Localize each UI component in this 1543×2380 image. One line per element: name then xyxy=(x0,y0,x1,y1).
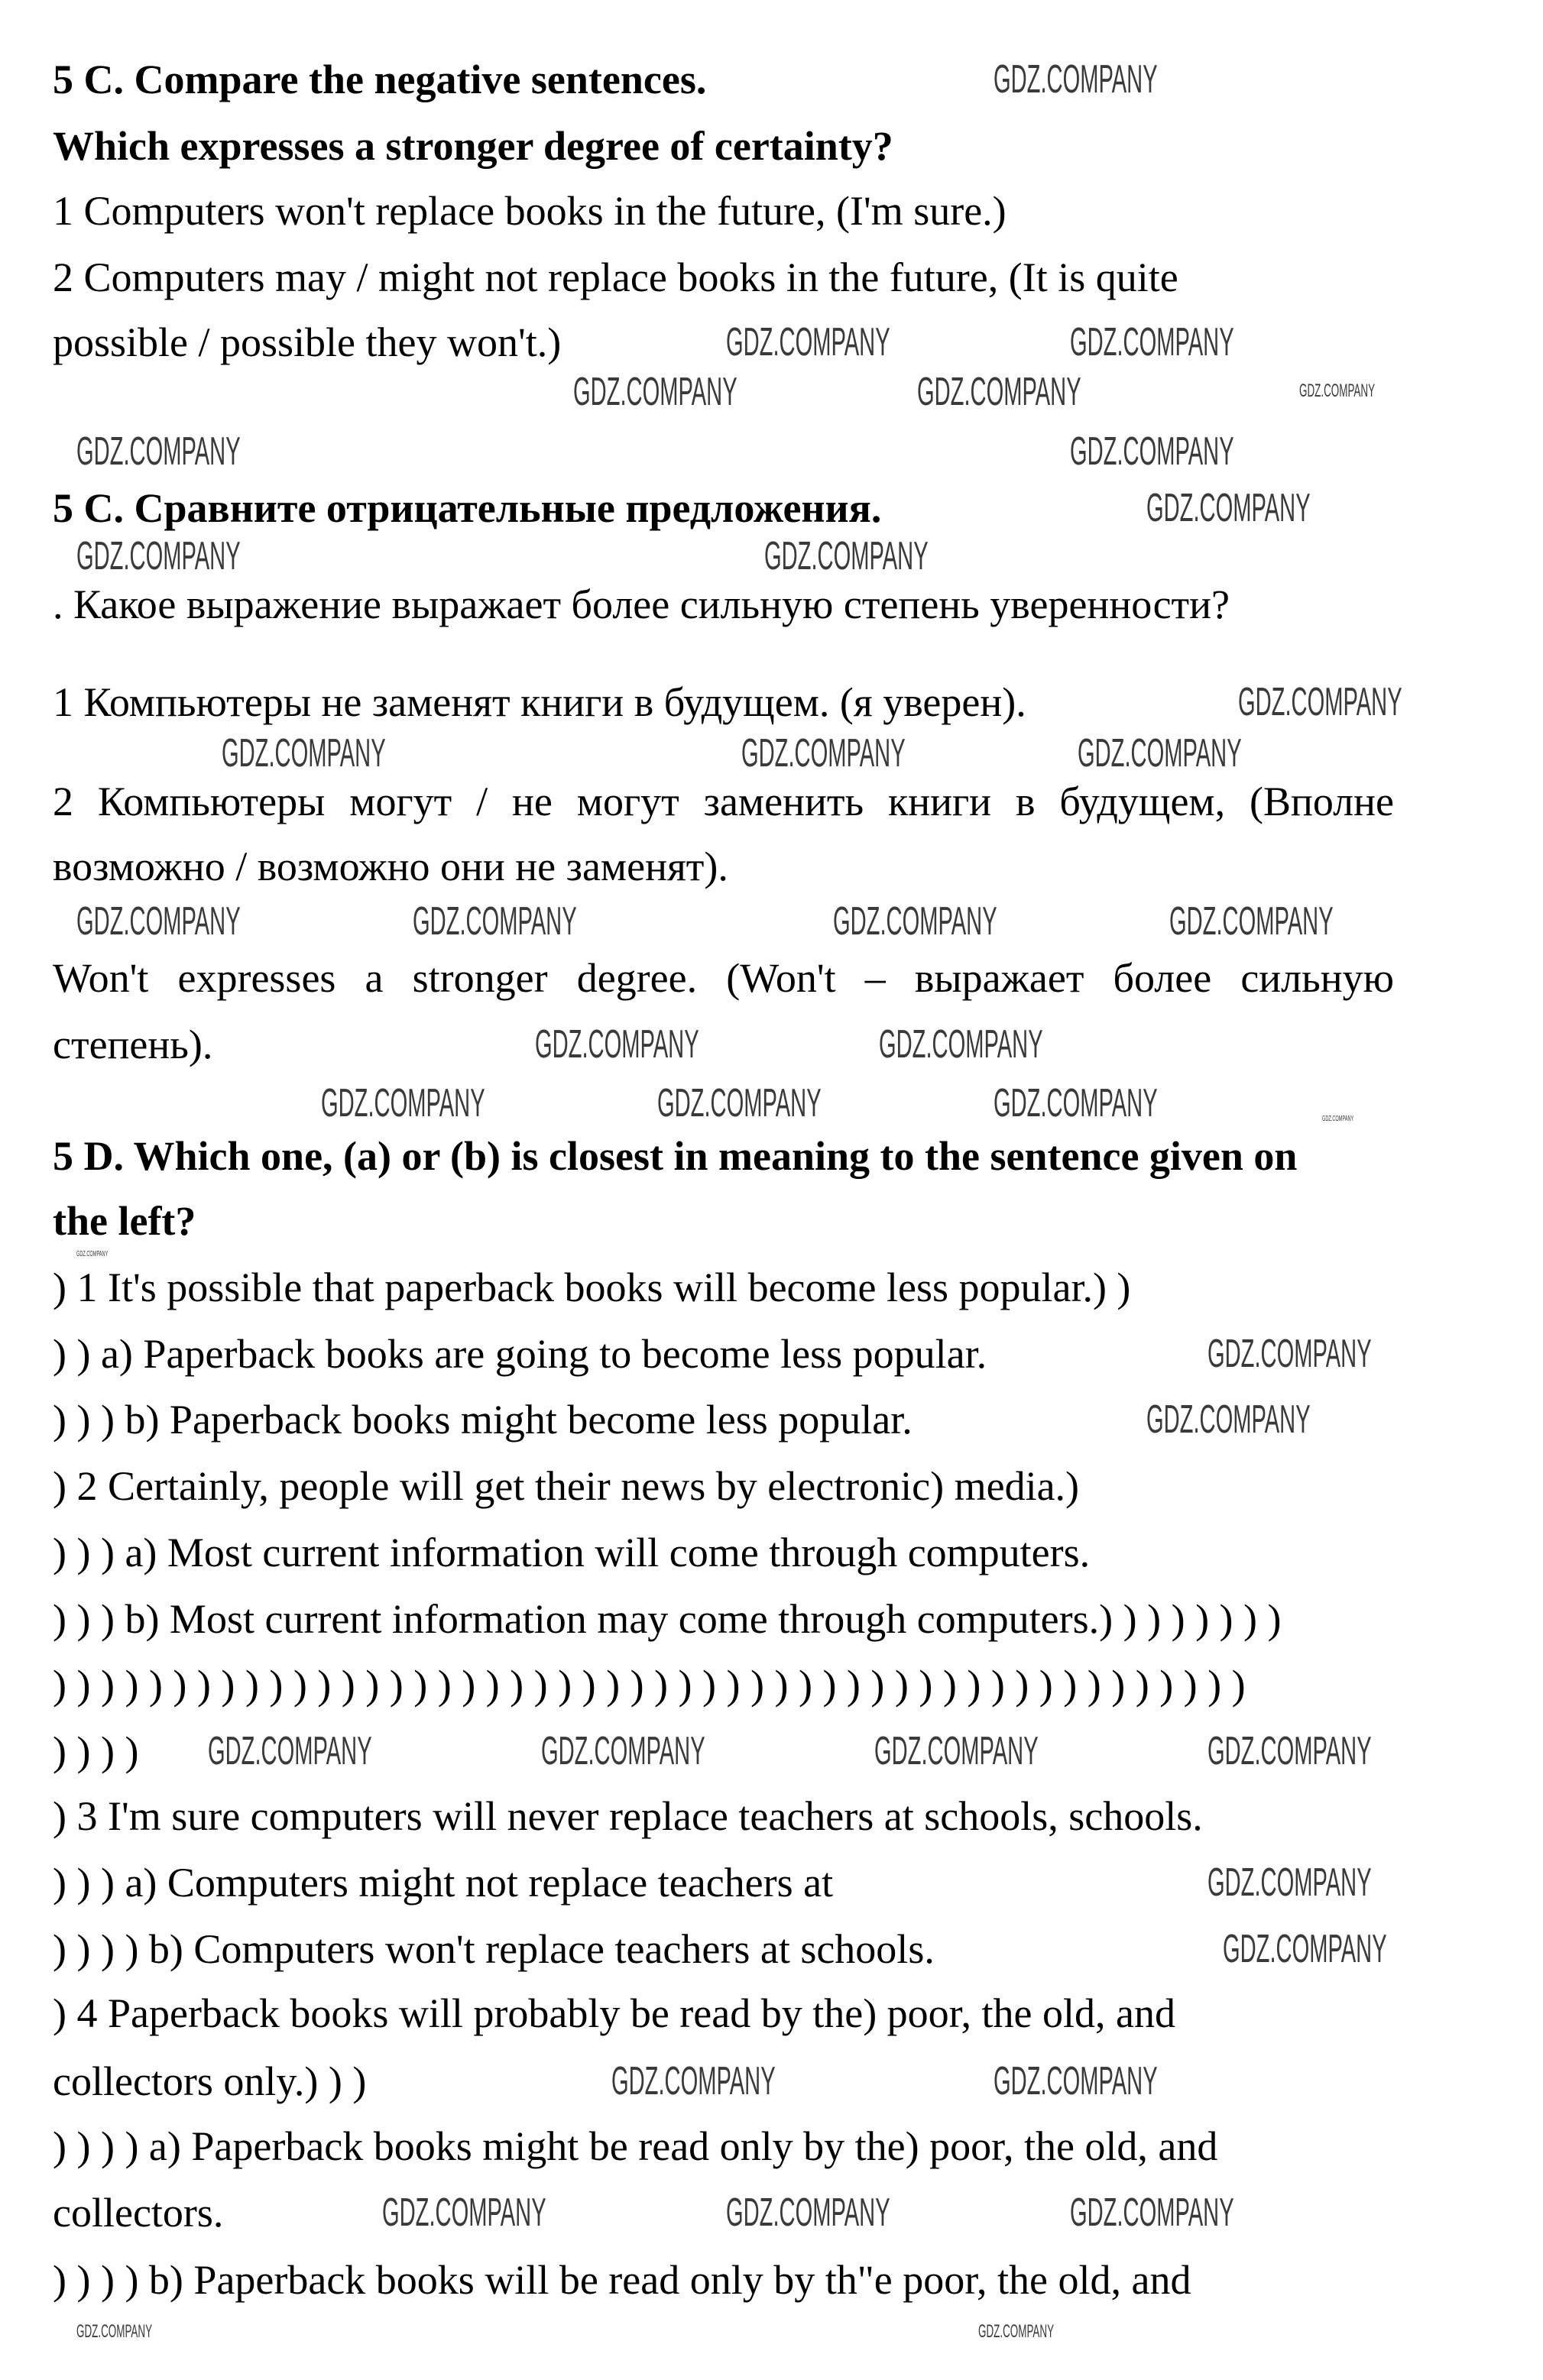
watermark: GDZ.COMPANY xyxy=(978,2321,1055,2342)
watermark: GDZ.COMPANY xyxy=(764,534,929,578)
text-line: 2 Computers may / might not replace books in the future, (It is quite xyxy=(53,254,1178,300)
watermark: GDZ.COMPANY xyxy=(1207,1860,1372,1905)
text-line: ) 2 Certainly, people will get their news by electronic) media.) xyxy=(53,1463,1080,1509)
watermark: GDZ.COMPANY xyxy=(879,1022,1043,1067)
watermark: GDZ.COMPANY xyxy=(1299,380,1376,401)
watermark: GDZ.COMPANY xyxy=(541,1729,705,1773)
watermark: GDZ.COMPANY xyxy=(874,1729,1039,1773)
text-line: collectors. xyxy=(53,2190,224,2236)
watermark: GDZ.COMPANY xyxy=(611,2059,776,2103)
watermark: GDZ.COMPANY xyxy=(1146,1397,1311,1442)
watermark: GDZ.COMPANY xyxy=(1070,320,1234,364)
watermark: GDZ.COMPANY xyxy=(76,534,241,578)
text-line: ) ) ) ) ) ) ) ) ) ) ) ) ) ) ) ) ) ) ) ) ) ) ) ) ) ) ) ) ) ) ) ) ) ) ) ) ) ) ) ) ) ) ) ) ) ) ) ) ) ) xyxy=(53,1662,1246,1708)
heading-5c-question: Which expresses a stronger degree of certainty? xyxy=(53,123,893,169)
watermark: GDZ.COMPANY xyxy=(726,320,890,364)
watermark: GDZ.COMPANY xyxy=(413,899,577,944)
watermark: GDZ.COMPANY xyxy=(76,429,241,474)
text-line: ) ) ) b) Most current information may come through computers.) ) ) ) ) ) ) ) xyxy=(53,1596,1282,1642)
watermark: GDZ.COMPANY xyxy=(76,1250,109,1258)
text-line: 1 Computers won't replace books in the future, (I'm sure.) xyxy=(53,188,1007,234)
answer-line: Won't expresses a stronger degree. (Won't – выражает более сильную xyxy=(53,955,1394,1001)
watermark: GDZ.COMPANY xyxy=(1207,1332,1372,1376)
text-line: ) ) ) a) Most current information will come through computers. xyxy=(53,1530,1091,1575)
watermark: GDZ.COMPANY xyxy=(222,731,386,776)
watermark: GDZ.COMPANY xyxy=(382,2191,546,2235)
text-line: ) 3 I'm sure computers will never replace teachers at schools, schools. xyxy=(53,1793,1203,1839)
answer-line: степень). xyxy=(53,1022,213,1067)
watermark: GDZ.COMPANY xyxy=(1070,429,1234,474)
watermark: GDZ.COMPANY xyxy=(76,899,241,944)
watermark: GDZ.COMPANY xyxy=(321,1081,485,1125)
text-line: ) ) ) b) Paperback books might become less popular. xyxy=(53,1397,913,1443)
text-line: ) 1 It's possible that paperback books will become less popular.) ) xyxy=(53,1264,1131,1310)
text-line: ) 4 Paperback books will probably be read by the) poor, the old, and xyxy=(53,1990,1175,2036)
watermark: GDZ.COMPANY xyxy=(994,2059,1158,2103)
watermark: GDZ.COMPANY xyxy=(1322,1115,1354,1123)
watermark: GDZ.COMPANY xyxy=(994,1081,1158,1125)
watermark: GDZ.COMPANY xyxy=(1223,1927,1387,1971)
text-line: ) ) ) ) a) Paperback books might be read only by the) poor, the old, and xyxy=(53,2123,1218,2169)
watermark: GDZ.COMPANY xyxy=(573,370,737,414)
watermark: GDZ.COMPANY xyxy=(726,2191,890,2235)
watermark: GDZ.COMPANY xyxy=(917,370,1081,414)
text-line: collectors only.) ) ) xyxy=(53,2058,367,2104)
watermark: GDZ.COMPANY xyxy=(1146,486,1311,530)
heading-5c-en: 5 C. Compare the negative sentences. xyxy=(53,57,707,102)
watermark: GDZ.COMPANY xyxy=(1169,899,1334,944)
watermark: GDZ.COMPANY xyxy=(1238,680,1402,724)
watermark: GDZ.COMPANY xyxy=(535,1022,699,1067)
text-line: возможно / возможно они не заменят). xyxy=(53,844,728,889)
watermark: GDZ.COMPANY xyxy=(1207,1729,1372,1773)
text-line: 2 Компьютеры могут / не могут заменить книги в будущем, (Вполне xyxy=(53,779,1394,824)
text-line: ) ) ) ) b) Paperback books will be read only by th"e poor, the old, and xyxy=(53,2257,1191,2303)
heading-5d: 5 D. Which one, (a) or (b) is closest in meaning to the sentence given on xyxy=(53,1133,1298,1179)
text-line: ) ) ) ) b) Computers won't replace teachers at schools. xyxy=(53,1926,935,1972)
heading-5c-ru: 5 C. Сравните отрицательные предложения. xyxy=(53,485,882,531)
text-line: ) ) a) Paperback books are going to become less popular. xyxy=(53,1331,987,1377)
watermark: GDZ.COMPANY xyxy=(833,899,997,944)
text-line: possible / possible they won't.) xyxy=(53,319,562,365)
heading-5d-cont: the left? xyxy=(53,1198,196,1244)
text-line: ) ) ) ) xyxy=(53,1728,139,1774)
text-line: . Какое выражение выражает более сильную степень уверенности? xyxy=(53,581,1230,627)
watermark: GDZ.COMPANY xyxy=(208,1729,372,1773)
watermark: GDZ.COMPANY xyxy=(741,731,906,776)
text-line: ) ) ) a) Computers might not replace teachers at xyxy=(53,1860,834,1906)
watermark: GDZ.COMPANY xyxy=(994,57,1158,102)
text-line: 1 Компьютеры не заменят книги в будущем. (я уверен). xyxy=(53,679,1026,725)
watermark: GDZ.COMPANY xyxy=(657,1081,822,1125)
watermark: GDZ.COMPANY xyxy=(1070,2191,1234,2235)
watermark: GDZ.COMPANY xyxy=(76,2321,153,2342)
watermark: GDZ.COMPANY xyxy=(1078,731,1242,776)
